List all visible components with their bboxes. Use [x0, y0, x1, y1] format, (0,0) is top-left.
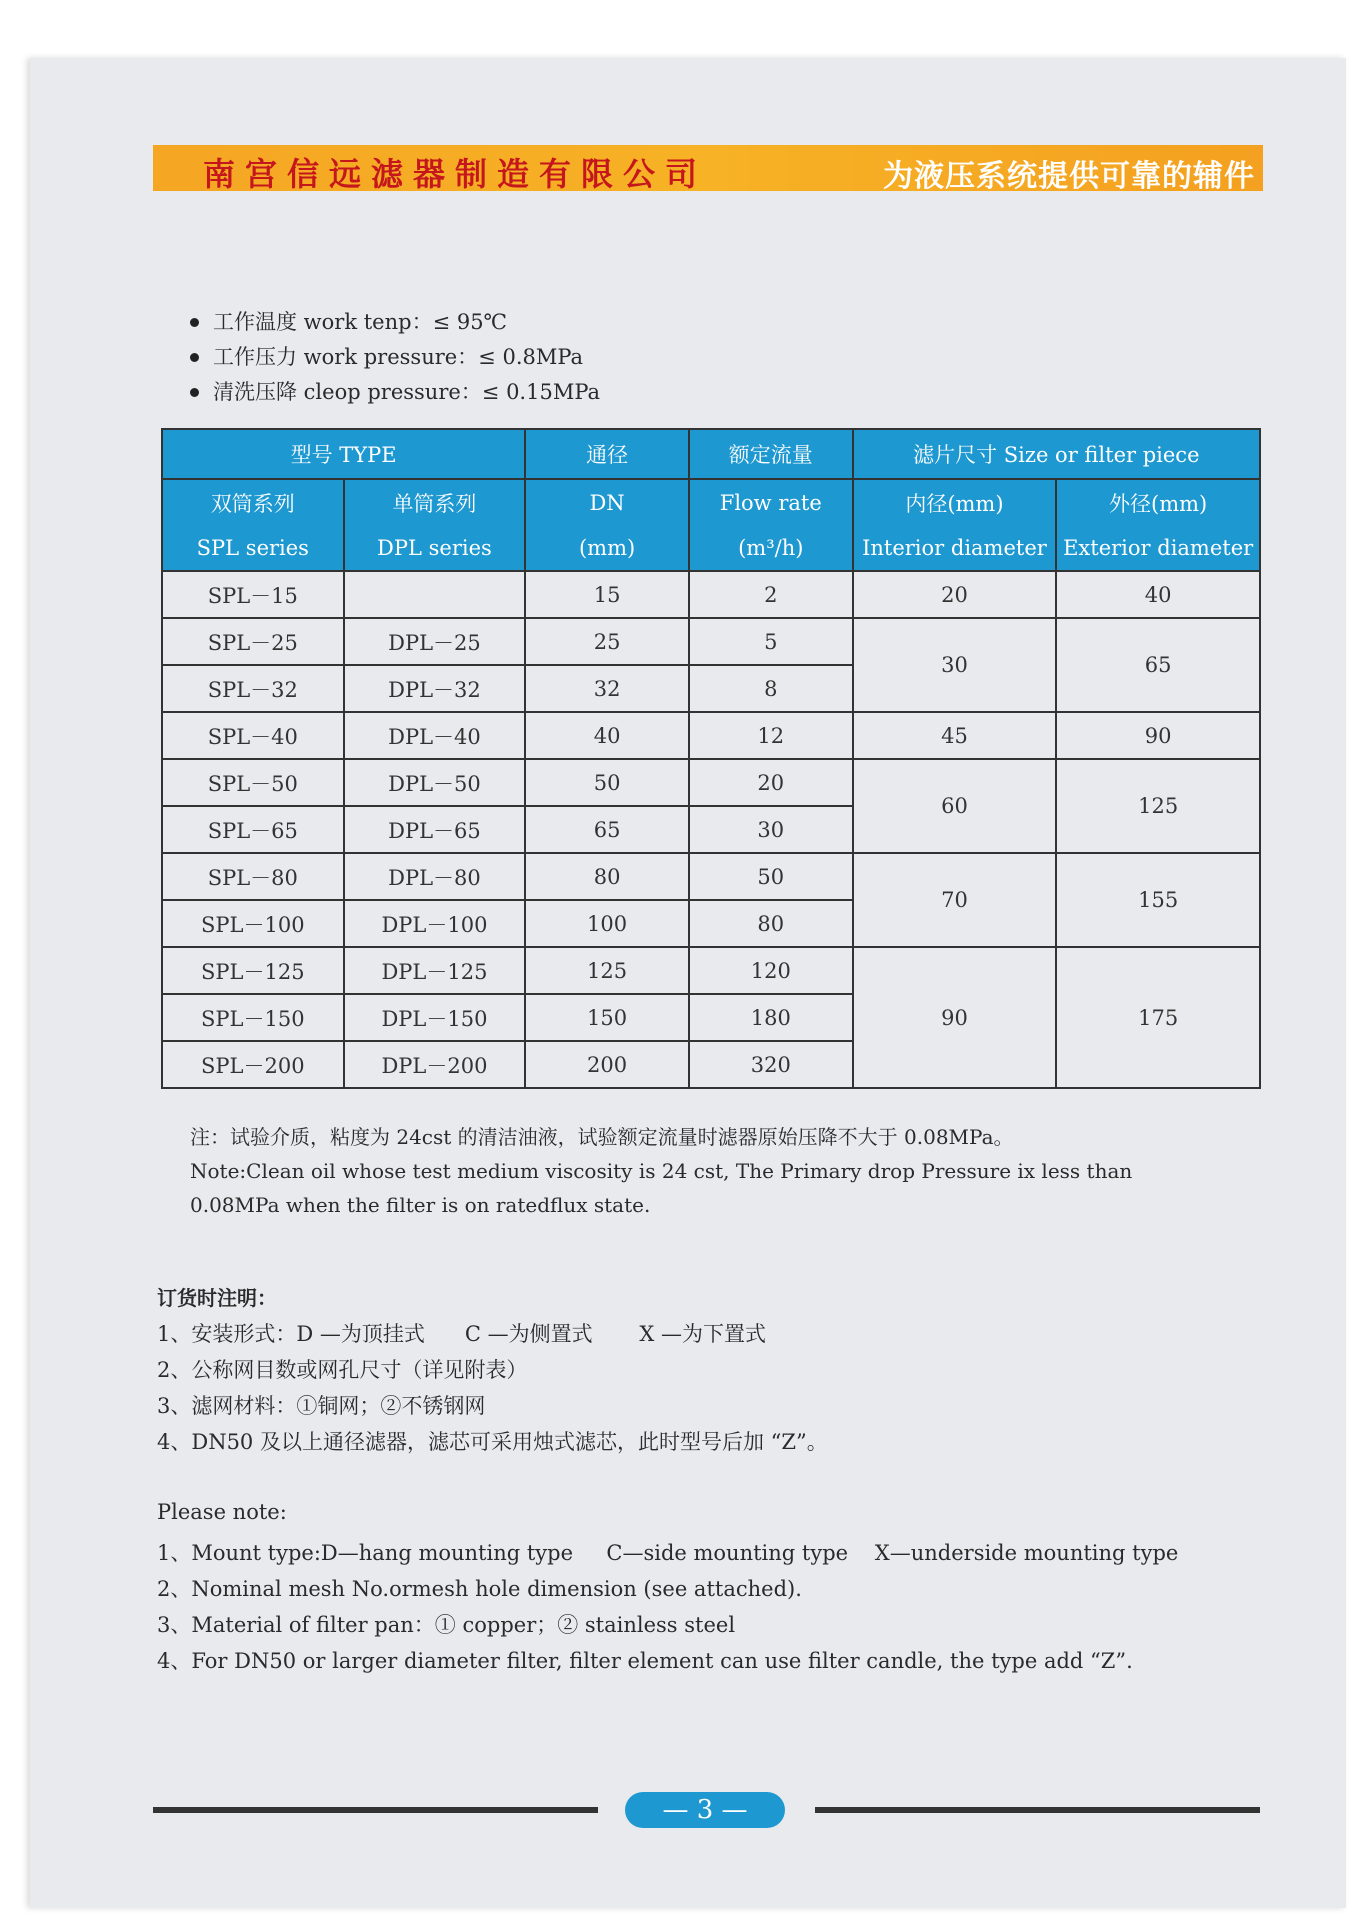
- list-item: 4、DN50 及以上通径滤器，滤芯可采用烛式滤芯，此时型号后加 “Z”。: [157, 1430, 828, 1454]
- table-cell: DPL－200: [344, 1041, 526, 1088]
- table-cell: 20: [689, 759, 853, 806]
- table-row: [162, 618, 1260, 665]
- header-filter-size: 滤片尺寸 Size or filter piece: [853, 429, 1260, 479]
- table-cell: 320: [689, 1041, 853, 1088]
- company-name: 南宫信远滤器制造有限公司: [203, 155, 708, 193]
- table-cell: SPL－32: [162, 665, 344, 712]
- table-cell: 25: [525, 618, 689, 665]
- table-cell: 40: [1056, 571, 1260, 618]
- table-cell: 5: [689, 618, 853, 665]
- header-inner-cn: 内径(mm): [853, 479, 1057, 525]
- spec-table: [161, 428, 1261, 1089]
- note-chinese: 注：试验介质，粘度为 24cst 的清洁油液，试验额定流量时滤器原始压降不大于 0.08MPa。: [190, 1125, 1014, 1149]
- table-cell: 40: [525, 712, 689, 759]
- slogan: 为液压系统提供可靠的辅件: [883, 159, 1255, 194]
- header-flow-unit: (m³/h): [689, 525, 853, 571]
- table-cell: SPL－15: [162, 571, 344, 618]
- list-item: 3、Material of filter pan：① copper；② stainless steel: [157, 1613, 736, 1637]
- header-type: 型号 TYPE: [162, 429, 525, 479]
- bullet-icon: [190, 353, 199, 362]
- table-cell: DPL－50: [344, 759, 526, 806]
- table-header-row: [162, 429, 1260, 479]
- table-cell: 8: [689, 665, 853, 712]
- list-item: 3、滤网材料：①铜网；②不锈钢网: [157, 1394, 486, 1418]
- table-cell: DPL－150: [344, 994, 526, 1041]
- page-number: — 3 —: [625, 1792, 785, 1828]
- table-cell: 2: [689, 571, 853, 618]
- list-item: 2、公称网目数或网孔尺寸（详见附表）: [157, 1358, 528, 1382]
- header-flow: 额定流量: [689, 429, 853, 479]
- please-note-title: Please note:: [157, 1500, 287, 1524]
- table-cell: 70: [853, 853, 1057, 947]
- table-cell: 120: [689, 947, 853, 994]
- table-cell: 65: [1056, 618, 1260, 712]
- param-item: 清洗压降 cleop pressure：≤ 0.15MPa: [190, 375, 600, 410]
- order-notes-list: [157, 1316, 828, 1460]
- table-cell: 32: [525, 665, 689, 712]
- footer-divider: [153, 1807, 598, 1813]
- table-cell: 80: [525, 853, 689, 900]
- table-cell: SPL－125: [162, 947, 344, 994]
- table-cell: 90: [1056, 712, 1260, 759]
- table-row: [162, 947, 1260, 994]
- header-dn: 通径: [525, 429, 689, 479]
- param-item: 工作温度 work tenp：≤ 95℃: [190, 305, 600, 340]
- table-row: [162, 853, 1260, 900]
- table-cell: SPL－80: [162, 853, 344, 900]
- table-cell: 30: [853, 618, 1057, 712]
- table-cell: DPL－40: [344, 712, 526, 759]
- header-flow-en: Flow rate: [689, 479, 853, 525]
- table-cell: 100: [525, 900, 689, 947]
- bullet-icon: [190, 318, 199, 327]
- table-cell: SPL－100: [162, 900, 344, 947]
- table-cell: 180: [689, 994, 853, 1041]
- table-header-row: [162, 525, 1260, 571]
- table-cell: 20: [853, 571, 1057, 618]
- table-cell: 80: [689, 900, 853, 947]
- table-cell: 50: [689, 853, 853, 900]
- table-cell: SPL－25: [162, 618, 344, 665]
- table-cell: DPL－100: [344, 900, 526, 947]
- table-cell: DPL－125: [344, 947, 526, 994]
- table-cell: DPL－32: [344, 665, 526, 712]
- parameter-list: [190, 305, 600, 410]
- table-cell: DPL－25: [344, 618, 526, 665]
- table-row: [162, 759, 1260, 806]
- table-cell: 60: [853, 759, 1057, 853]
- header-spl-en: SPL series: [162, 525, 344, 571]
- table-cell: SPL－200: [162, 1041, 344, 1088]
- header-dpl-en: DPL series: [344, 525, 526, 571]
- table-header-row: [162, 479, 1260, 525]
- list-item: 2、Nominal mesh No.ormesh hole dimension (see attached).: [157, 1577, 802, 1601]
- table-cell: 125: [1056, 759, 1260, 853]
- table-row: [162, 571, 1260, 618]
- table-cell: [344, 571, 526, 618]
- table-cell: 125: [525, 947, 689, 994]
- table-cell: 65: [525, 806, 689, 853]
- table-cell: 90: [853, 947, 1057, 1088]
- footer-divider: [815, 1807, 1260, 1813]
- note-english: Note:Clean oil whose test medium viscosity is 24 cst, The Primary drop Pressure ix less than 0.08MPa when the filter is on ratedflux state.: [190, 1159, 1133, 1217]
- table-cell: 50: [525, 759, 689, 806]
- header-inner-en: Interior diameter: [853, 525, 1057, 571]
- table-cell: SPL－150: [162, 994, 344, 1041]
- table-cell: 15: [525, 571, 689, 618]
- order-notes-title: 订货时注明：: [157, 1286, 277, 1310]
- list-item: 1、Mount type:D—hang mounting type C—side mounting type X—underside mounting type: [157, 1541, 1179, 1565]
- table-cell: 30: [689, 806, 853, 853]
- bullet-icon: [190, 388, 199, 397]
- table-cell: 155: [1056, 853, 1260, 947]
- table-cell: 12: [689, 712, 853, 759]
- table-cell: 175: [1056, 947, 1260, 1088]
- table-cell: SPL－65: [162, 806, 344, 853]
- list-item: 1、安装形式：D —为顶挂式 C —为侧置式 X —为下置式: [157, 1322, 767, 1346]
- header-spl-cn: 双筒系列: [162, 479, 344, 525]
- table-cell: 150: [525, 994, 689, 1041]
- list-item: 4、For DN50 or larger diameter filter, filter element can use filter candle, the type add “Z”.: [157, 1649, 1133, 1673]
- header-banner: [153, 145, 1263, 194]
- param-item: 工作压力 work pressure：≤ 0.8MPa: [190, 340, 600, 375]
- header-dpl-cn: 单筒系列: [344, 479, 526, 525]
- table-cell: DPL－65: [344, 806, 526, 853]
- header-outer-en: Exterior diameter: [1056, 525, 1260, 571]
- please-note-list: [157, 1535, 1178, 1679]
- table-cell: 200: [525, 1041, 689, 1088]
- table-cell: DPL－80: [344, 853, 526, 900]
- header-dn-unit: (mm): [525, 525, 689, 571]
- header-outer-cn: 外径(mm): [1056, 479, 1260, 525]
- table-cell: 45: [853, 712, 1057, 759]
- table-cell: SPL－50: [162, 759, 344, 806]
- table-cell: SPL－40: [162, 712, 344, 759]
- table-row: [162, 712, 1260, 759]
- header-dn-en: DN: [525, 479, 689, 525]
